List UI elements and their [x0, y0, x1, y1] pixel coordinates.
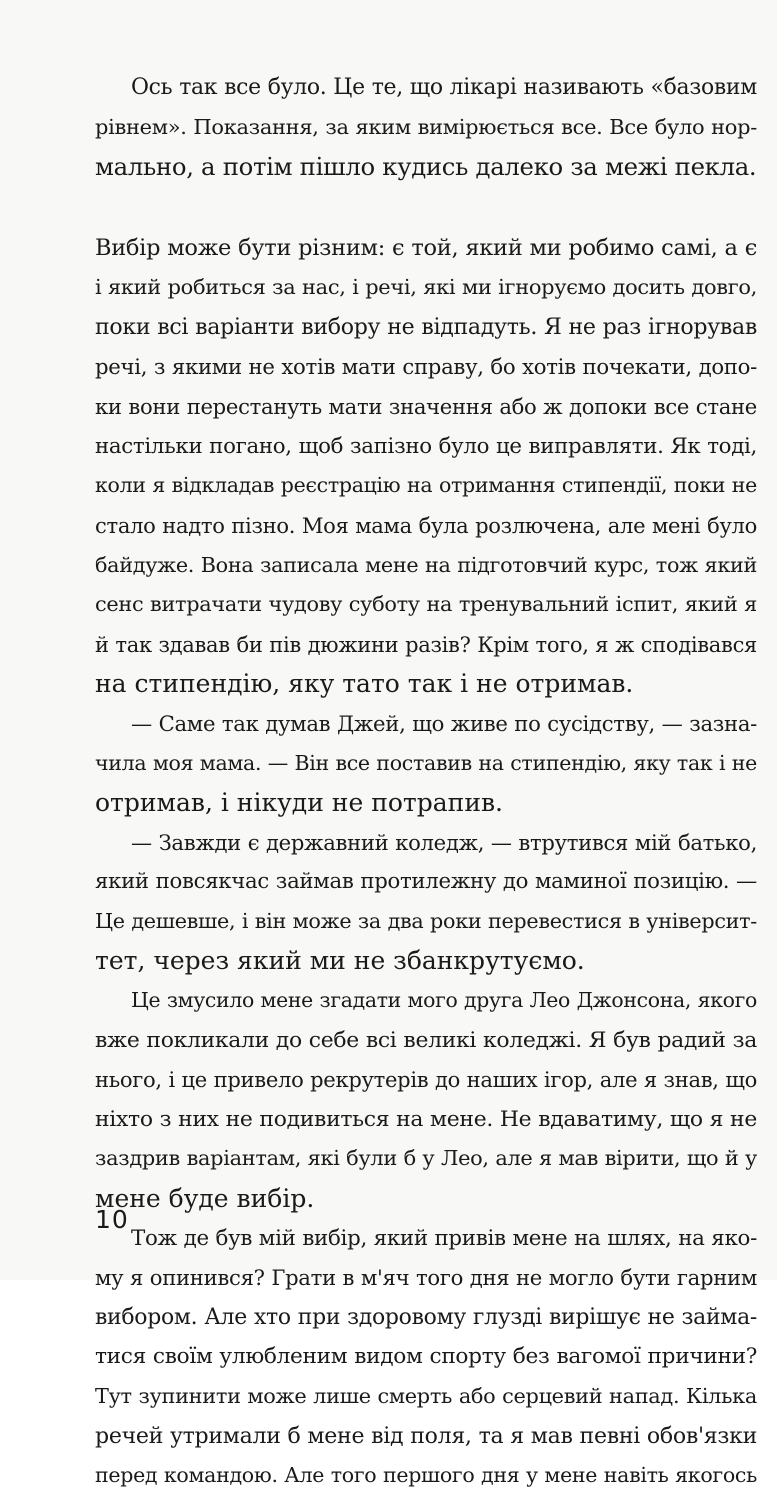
- text-line: Тож де був мій вибір, який привів мене на шлях, на яко-: [131, 1225, 757, 1251]
- paragraph: [95, 704, 757, 823]
- text-line: який повсякчас займав протилежну до маминої позицію. —: [95, 869, 757, 895]
- text-line: вибором. Але хто при здоровому глузді вирішує не займа-: [95, 1304, 757, 1330]
- page-number: 10: [95, 1205, 129, 1234]
- text-line: мально, а потім пішло кудись далеко за межі пекла.: [95, 152, 757, 182]
- text-line: Це змусило мене згадати мого друга Лео Джонсона, якого: [131, 988, 757, 1013]
- text-line: мене буде вибір.: [95, 1184, 315, 1214]
- text-line: перед командою. Але того першого дня у мене навіть якогось: [95, 1463, 757, 1488]
- text-line: ки вони перестануть мати значення або ж допоки все стане: [95, 394, 757, 420]
- text-line: Тут зупинити може лише смерть або серцевий напад. Кілька: [95, 1384, 757, 1408]
- text-line: чила моя мама. — Він все поставив на стипендію, яку так і не: [95, 750, 757, 775]
- text-line: стало надто пізно. Моя мама була розлючена, але мені було: [95, 512, 757, 538]
- text-line: речі, з якими не хотів мати справу, бо хотів почекати, допо-: [95, 354, 757, 380]
- text-line: отримав, і нікуди не потрапив.: [95, 788, 504, 818]
- text-line: настільки погано, щоб запізно було це виправляти. Як тоді,: [95, 433, 757, 459]
- text-line: нього, і це привело рекрутерів до наших ігор, але я знав, що: [95, 1067, 757, 1093]
- paragraph: [95, 68, 757, 187]
- text-line: коли я відкладав реєстрацію на отримання стипендії, поки не: [95, 473, 757, 498]
- paragraph: [95, 981, 757, 1219]
- paragraph: [95, 1219, 757, 1496]
- text-line: Вибір може бути різним: є той, який ми робимо самі, а є: [95, 234, 757, 261]
- text-line: на стипендію, яку тато так і не отримав.: [95, 669, 634, 699]
- text-line: сенс витрачати чудову суботу на тренувальний іспит, який я: [95, 592, 757, 617]
- text-line: вже покликали до себе всі великі коледжі. Я був радий за: [95, 1027, 757, 1053]
- text-line: Це дешевше, і він може за два роки перевестися в університ-: [95, 908, 757, 933]
- text-line: — Саме так думав Джей, що живе по сусідству, — зазна-: [131, 710, 757, 736]
- paragraph: [95, 229, 757, 704]
- section-break: [95, 187, 757, 229]
- paragraph: [95, 823, 757, 981]
- text-line: поки всі варіанти вибору не відпадуть. Я не раз ігнорував: [95, 314, 757, 340]
- text-line: речей утримали б мене від поля, та я мав певні обов'язки: [95, 1423, 757, 1449]
- text-line: байдуже. Вона записала мене на підготовчий курс, тож який: [95, 552, 757, 577]
- text-line: ніхто з них не подивиться на мене. Не вдаватиму, що я не: [95, 1106, 757, 1132]
- text-line: тися своїм улюбленим видом спорту без вагомої причини?: [95, 1344, 757, 1370]
- body-text: [95, 68, 757, 1496]
- text-line: рівнем». Показання, за яким вимірюється все. Все було нор-: [95, 114, 757, 139]
- text-line: і який робиться за нас, і речі, які ми ігноруємо досить довго,: [95, 275, 757, 300]
- text-line: му я опинився? Грати в м'яч того дня не могло бути гарним: [95, 1265, 757, 1291]
- text-line: — Завжди є державний коледж, — втрутився мій батько,: [131, 829, 757, 855]
- text-line: Ось так все було. Це те, що лікарі називають «базовим: [131, 75, 757, 100]
- text-line: тет, через який ми не збанкрутуємо.: [95, 946, 585, 976]
- text-line: й так здавав би пів дюжини разів? Крім того, я ж сподівався: [95, 631, 757, 657]
- text-line: заздрив варіантам, які були б у Лео, але я мав вірити, що й у: [95, 1146, 757, 1171]
